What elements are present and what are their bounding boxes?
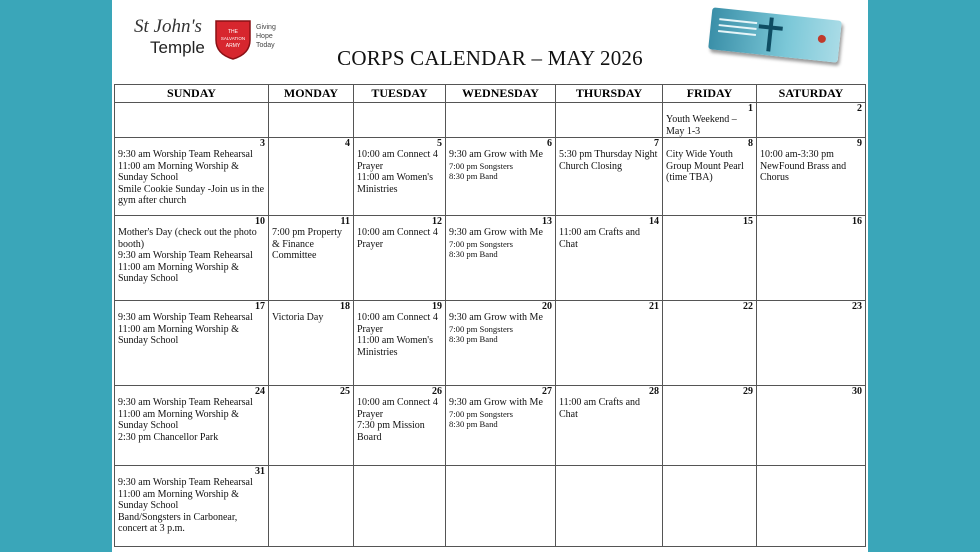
day-cell: [115, 138, 269, 216]
day-header: THURSDAY: [556, 85, 663, 103]
shield-badge-icon: [817, 35, 826, 44]
day-number: 10: [255, 216, 265, 227]
event-text: 9:30 am Worship Team Rehearsal 11:00 am Morning Worship & Sunday School Smile Cookie Sunday -Join us in the gym after church: [118, 149, 265, 206]
day-number: 25: [340, 386, 350, 397]
logo-name-line1: St John's: [134, 16, 202, 37]
svg-text:THE: THE: [228, 29, 238, 35]
day-cell: [354, 103, 446, 138]
day-cell: [269, 216, 354, 301]
day-cell: [556, 103, 663, 138]
day-header: SATURDAY: [757, 85, 866, 103]
day-number: 1: [748, 103, 753, 114]
day-cell: [556, 216, 663, 301]
day-number: 12: [432, 216, 442, 227]
event-text: Mother's Day (check out the photo booth) 9:30 am Worship Team Rehearsal 11:00 am Morning Worship & Sunday School: [118, 227, 257, 284]
day-cell: [663, 386, 757, 466]
day-header: SUNDAY: [115, 85, 269, 103]
day-cell: [757, 103, 866, 138]
event-text: 10:00 am Connect 4 Prayer 11:00 am Women's Ministries: [357, 149, 438, 195]
event-text: City Wide Youth Group Mount Pearl (time TBA): [666, 149, 744, 183]
day-cell: [446, 216, 556, 301]
event-text-small: 7:00 pm Songsters 8:30 pm Band: [449, 408, 513, 429]
day-cell: [663, 216, 757, 301]
day-number: 20: [542, 301, 552, 312]
day-header: WEDNESDAY: [446, 85, 556, 103]
day-number: 3: [260, 138, 265, 149]
day-number: 30: [852, 386, 862, 397]
day-number: 9: [857, 138, 862, 149]
day-cell: [757, 138, 866, 216]
day-number: 15: [743, 216, 753, 227]
week-row: [115, 216, 866, 301]
day-number: 19: [432, 301, 442, 312]
day-number: 4: [345, 138, 350, 149]
day-number: 17: [255, 301, 265, 312]
week-row: [115, 138, 866, 216]
event-text: 9:30 am Worship Team Rehearsal 11:00 am Morning Worship & Sunday School Band/Songsters in Carbonear, concert at 3 p.m.: [118, 477, 253, 534]
event-text-small: 7:00 pm Songsters 8:30 pm Band: [449, 160, 513, 181]
day-cell: [446, 138, 556, 216]
day-number: 8: [748, 138, 753, 149]
page-title: CORPS CALENDAR – MAY 2026: [337, 46, 643, 70]
day-cell: [757, 301, 866, 386]
day-cell: [556, 301, 663, 386]
svg-text:ARMY: ARMY: [225, 43, 241, 49]
day-cell: [446, 103, 556, 138]
day-cell: [663, 301, 757, 386]
calendar-table: [114, 84, 866, 547]
event-text: Victoria Day: [272, 312, 324, 323]
event-text: 10:00 am Connect 4 Prayer 11:00 am Women's Ministries: [357, 312, 438, 358]
day-cell: [269, 466, 354, 547]
day-cell: [269, 103, 354, 138]
day-cell: [115, 386, 269, 466]
day-number: 16: [852, 216, 862, 227]
day-cell: [757, 216, 866, 301]
day-cell: [115, 466, 269, 547]
day-cell: [115, 103, 269, 138]
day-header: FRIDAY: [663, 85, 757, 103]
day-number: 23: [852, 301, 862, 312]
week-row: [115, 466, 866, 547]
day-number: 31: [255, 466, 265, 477]
svg-text:SALVATION: SALVATION: [220, 36, 246, 41]
logo-name-line2: Temple: [150, 38, 205, 57]
day-cell: [354, 216, 446, 301]
event-text: 10:00 am Connect 4 Prayer: [357, 227, 438, 250]
day-cell: [354, 386, 446, 466]
day-cell: [757, 386, 866, 466]
day-cell: [354, 466, 446, 547]
day-cell: [663, 466, 757, 547]
logo-tagline: Giving Hope Today: [256, 24, 276, 49]
calendar-page: [112, 0, 868, 552]
day-number: 2: [857, 103, 862, 114]
day-header: MONDAY: [269, 85, 354, 103]
day-number: 14: [649, 216, 659, 227]
week-row: [115, 103, 866, 138]
event-text: 10:00 am Connect 4 Prayer 7:30 pm Mission Board: [357, 397, 438, 443]
event-text-small: 7:00 pm Songsters 8:30 pm Band: [449, 238, 513, 259]
day-cell: [115, 301, 269, 386]
day-cell: [354, 301, 446, 386]
day-number: 13: [542, 216, 552, 227]
event-text: Youth Weekend – May 1-3: [666, 114, 737, 137]
event-text: 9:30 am Grow with Me: [449, 397, 543, 408]
event-text: 9:30 am Grow with Me: [449, 312, 543, 323]
event-text: 9:30 am Worship Team Rehearsal 11:00 am Morning Worship & Sunday School 2:30 pm Chancellor Park: [118, 397, 253, 443]
day-number: 5: [437, 138, 442, 149]
week-row: [115, 386, 866, 466]
day-cell: [556, 386, 663, 466]
day-cell: [269, 386, 354, 466]
day-cell: [446, 386, 556, 466]
day-number: 29: [743, 386, 753, 397]
day-number: 18: [340, 301, 350, 312]
event-text-small: 7:00 pm Songsters 8:30 pm Band: [449, 323, 513, 344]
day-cell: [446, 466, 556, 547]
day-header: TUESDAY: [354, 85, 446, 103]
day-number: 28: [649, 386, 659, 397]
day-cell: [556, 138, 663, 216]
event-text: 11:00 am Crafts and Chat: [559, 397, 641, 420]
day-cell: [446, 301, 556, 386]
day-cell: [269, 138, 354, 216]
day-number: 24: [255, 386, 265, 397]
day-cell: [354, 138, 446, 216]
event-text: 5:30 pm Thursday Night Church Closing: [559, 149, 658, 172]
event-text: 9:30 am Grow with Me: [449, 227, 543, 238]
event-text: 7:00 pm Property & Finance Committee: [272, 227, 342, 261]
day-number: 6: [547, 138, 552, 149]
day-cell: [556, 466, 663, 547]
day-cell: [757, 466, 866, 547]
day-number: 26: [432, 386, 442, 397]
day-number: 27: [542, 386, 552, 397]
week-row: [115, 301, 866, 386]
event-text: 9:30 am Worship Team Rehearsal 11:00 am Morning Worship & Sunday School: [118, 312, 253, 346]
weekday-header-row: [115, 85, 866, 103]
event-text: 11:00 am Crafts and Chat: [559, 227, 641, 250]
day-cell: [663, 103, 757, 138]
day-number: 21: [649, 301, 659, 312]
day-number: 7: [654, 138, 659, 149]
day-cell: [269, 301, 354, 386]
event-text: 10:00 am-3:30 pm NewFound Brass and Chorus: [760, 149, 847, 183]
day-number: 11: [340, 216, 350, 227]
day-cell: [663, 138, 757, 216]
day-number: 22: [743, 301, 753, 312]
day-cell: [115, 216, 269, 301]
event-text: 9:30 am Grow with Me: [449, 149, 543, 160]
